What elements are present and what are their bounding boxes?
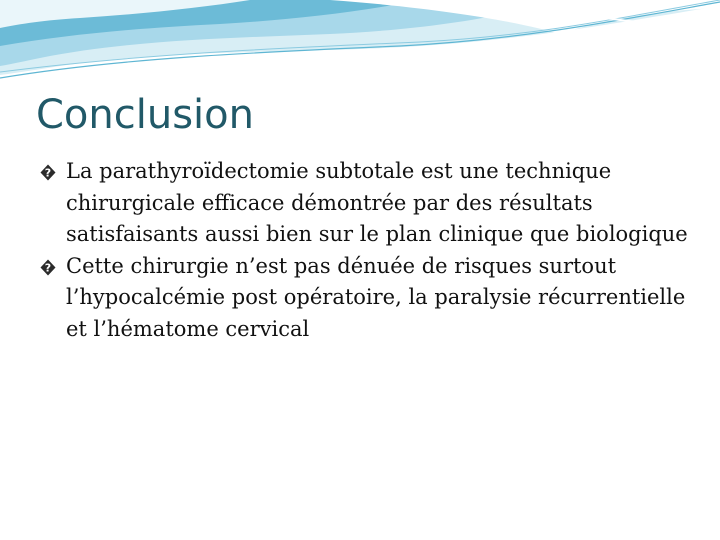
slide-title: Conclusion [36, 92, 254, 138]
svg-text:?: ? [44, 261, 52, 274]
bullet-item [40, 156, 690, 251]
bullet-item [40, 251, 690, 346]
missing-glyph-icon [40, 164, 56, 181]
bullet-text: Cette chirurgie n’est pas dénuée de risques surtout l’hypocalcémie post opératoire, la paralysie récurrentielle et l’hématome cervical [66, 253, 686, 341]
bullet-text: La parathyroïdectomie subtotale est une technique chirurgicale efficace démontrée par des résultats satisfaisants aussi bien sur le plan clinique que biologique [66, 159, 688, 246]
missing-glyph-icon [40, 259, 56, 276]
svg-text:?: ? [44, 166, 52, 180]
bullet-list [40, 156, 690, 345]
wave-header-decoration [0, 0, 720, 90]
